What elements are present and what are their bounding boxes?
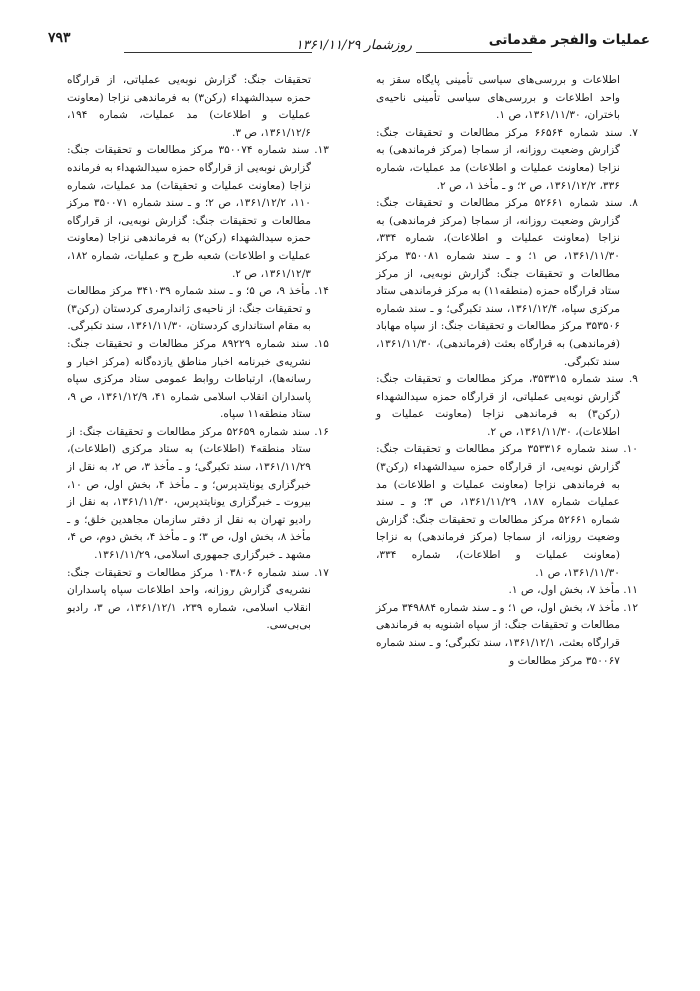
journal-date: روزشمار ۱۳۶۱/۱۱/۲۹ (295, 38, 412, 53)
notes-column-left (67, 72, 329, 635)
footnote-13: ۱۳. سند شماره ۳۵۰۰۷۴ مرکز مطالعات و تحقیقات جنگ: گزارش نوبه‌یی از قرارگاه حمزه سیدالشهداء به فرمانده نزاجا (معاونت عملیات و تحقیقات) مد عملیات، شماره ۱۱۰، ۱۳۶۱/۱۲/۲، ص ۲؛ و ـ سند شماره ۳۵۰۰۷۱ مرکز مطالعات و تحقیقات جنگ: گزارش نوبه‌یی، از قرارگاه حمزه سیدالشهداء (رکن۲) به فرماندهی نزاجا (معاونت عملیات و اطلاعات) شعبه طرح و عملیات، شماره ۱۸۲، ۱۳۶۱/۱۲/۳، ص ۲. (67, 144, 329, 280)
page-number: ۷۹۳ (48, 30, 71, 46)
footnote-continuation: اطلاعات و بررسی‌های سیاسی تأمینی پایگاه سقز به واحد اطلاعات و بررسی‌های سیاسی تأمینی ناحیه‌ی باختران، ۱۳۶۱/۱۱/۳۰، ص ۱. (376, 74, 620, 122)
footnote-8: ۸. سند شماره ۵۲۶۶۱ مرکز مطالعات و تحقیقات جنگ: گزارش وضعیت روزانه، از سماجا (مرکز فرماندهی) به نزاجا (معاونت عملیات و اطلاعات)، شماره ۳۳۴، ۱۳۶۱/۱۱/۳۰، ص ۱؛ و ـ سند شماره ۳۵۰۰۸۱ مرکز مطالعات و تحقیقات جنگ: گزارش نوبه‌یی، از مرکز ستاد قرارگاه حمزه (منطقه۱۱) به مرکز فرماندهی ستاد مرکزی سپاه، ۱۳۶۱/۱۲/۴، سند تکبرگی؛ و ـ سند شماره ۳۵۳۵۰۶ مرکز مطالعات و تحقیقات جنگ: از سپاه مهاباد (فرماندهی) به قرارگاه بعثت (فرماندهی)، ۱۳۶۱/۱۱/۳۰، سند تکبرگی. (376, 197, 638, 368)
footnote-7: ۷. سند شماره ۶۶۵۶۴ مرکز مطالعات و تحقیقات جنگ: گزارش وضعیت روزانه، از سماجا (مرکز فرماندهی) به نزاجا (معاونت عملیات و اطلاعات) مد عملیات، شماره ۳۳۶، ۱۳۶۱/۱۲/۲، ص ۲؛ و ـ مأخذ ۱، ص ۲. (376, 126, 638, 192)
header-rule-right (416, 52, 532, 53)
footnote-11: ۱۱. مأخذ ۷، بخش اول، ص ۱. (508, 584, 638, 597)
footnote-14: ۱۴. مأخذ ۹، ص ۵؛ و ـ سند شماره ۳۴۱۰۳۹ مرکز مطالعات و تحقیقات جنگ: از ناحیه‌ی ژاندارمری کردستان (رکن۳) به مقام استانداری کردستان، ۱۳۶۱/۱۱/۳۰، سند تکبرگی. (67, 285, 329, 333)
footnote-17: ۱۷. سند شماره ۱۰۳۸۰۶ مرکز مطالعات و تحقیقات جنگ: نشریه‌ی گزارش روزانه، واحد اطلاعات سپاه پاسداران انقلاب اسلامی، شماره ۲۳۹، ۱۳۶۱/۱۲/۱، ص ۳، رادیو بی‌بی‌سی. (67, 566, 329, 632)
page-header (48, 28, 650, 62)
book-title: عملیات والفجر مقدماتی (488, 32, 650, 48)
footnote-10: ۱۰. سند شماره ۳۵۳۳۱۶ مرکز مطالعات و تحقیقات جنگ: گزارش نوبه‌یی، از قرارگاه حمزه سیدالشهداء (رکن۳) به فرماندهی نزاجا (معاونت عملیات و اطلاعات) مد عملیات شماره ۱۸۷، ۱۳۶۱/۱۱/۲۹، ص ۳؛ و ـ سند شماره ۵۲۶۶۱ مرکز مطالعات و تحقیقات جنگ: گزارش وضعیت روزانه، از سماجا (مرکز فرماندهی) به نزاجا (معاونت عملیات و اطلاعات)، شماره ۳۳۴، ۱۳۶۱/۱۱/۳۰، ص ۱. (376, 443, 638, 579)
notes-column-right (376, 72, 638, 670)
header-rule-left (124, 52, 312, 53)
footnote-15: ۱۵. سند شماره ۸۹۲۲۹ مرکز مطالعات و تحقیقات جنگ: نشریه‌ی خبرنامه اخبار مناطق یازده‌گانه (مرکز اخبار و رسانه‌ها)، ارتباطات روابط عمومی ستاد مرکزی سپاه پاسداران انقلاب اسلامی شماره ۴۱، ۱۳۶۱/۱۲/۹، ص ۹، ستاد منطقه۱۱ سپاه. (67, 337, 329, 421)
footnote-12: ۱۲. مأخذ ۷، بخش اول، ص ۱؛ و ـ سند شماره ۳۴۹۸۸۴ مرکز مطالعات و تحقیقات جنگ: از سپاه اشنویه به فرماندهی قرارگاه بعثت، ۱۳۶۱/۱۲/۱، سند تکبرگی؛ و ـ سند شماره ۳۵۰۰۶۷ مرکز مطالعات و (376, 601, 639, 667)
footnote-12-continuation: تحقیقات جنگ: گزارش نوبه‌یی عملیاتی، از قرارگاه حمزه سیدالشهداء (رکن۳) به فرماندهی نزاجا (معاونت عملیات و اطلاعات) مد عملیات، شماره ۱۹۴، ۱۳۶۱/۱۲/۶، ص ۳. (67, 74, 311, 139)
footnote-9: ۹. سند شماره ۳۵۳۳۱۵، مرکز مطالعات و تحقیقات جنگ: گزارش نوبه‌یی عملیاتی، از قرارگاه حمزه سیدالشهداء (رکن۳) به فرماندهی نزاجا (معاونت عملیات و اطلاعات)، ۱۳۶۱/۱۱/۳۰، ص ۲. (376, 373, 638, 438)
footnote-16: ۱۶. سند شماره ۵۲۶۵۹ مرکز مطالعات و تحقیقات جنگ: از ستاد منطقه۴ (اطلاعات) به ستاد مرکزی (اطلاعات)، ۱۳۶۱/۱۱/۲۹، سند تکبرگی؛ و ـ مأخذ ۳، ص ۲، به نقل از خبرگزاری یونایتدپرس؛ و ـ مأخذ ۴، بخش اول، ص ۱۰، بیروت ـ خبرگزاری یونایتدپرس، ۱۳۶۱/۱۱/۳۰، به نقل از رادیو تهران به نقل از دفتر سازمان مجاهدین خلق؛ و ـ مأخذ ۸، بخش اول، ص ۳؛ و ـ مأخذ ۴، بخش دوم، ص ۴، مشهد ـ خبرگزاری جمهوری اسلامی، ۱۳۶۱/۱۱/۲۹. (67, 425, 329, 562)
